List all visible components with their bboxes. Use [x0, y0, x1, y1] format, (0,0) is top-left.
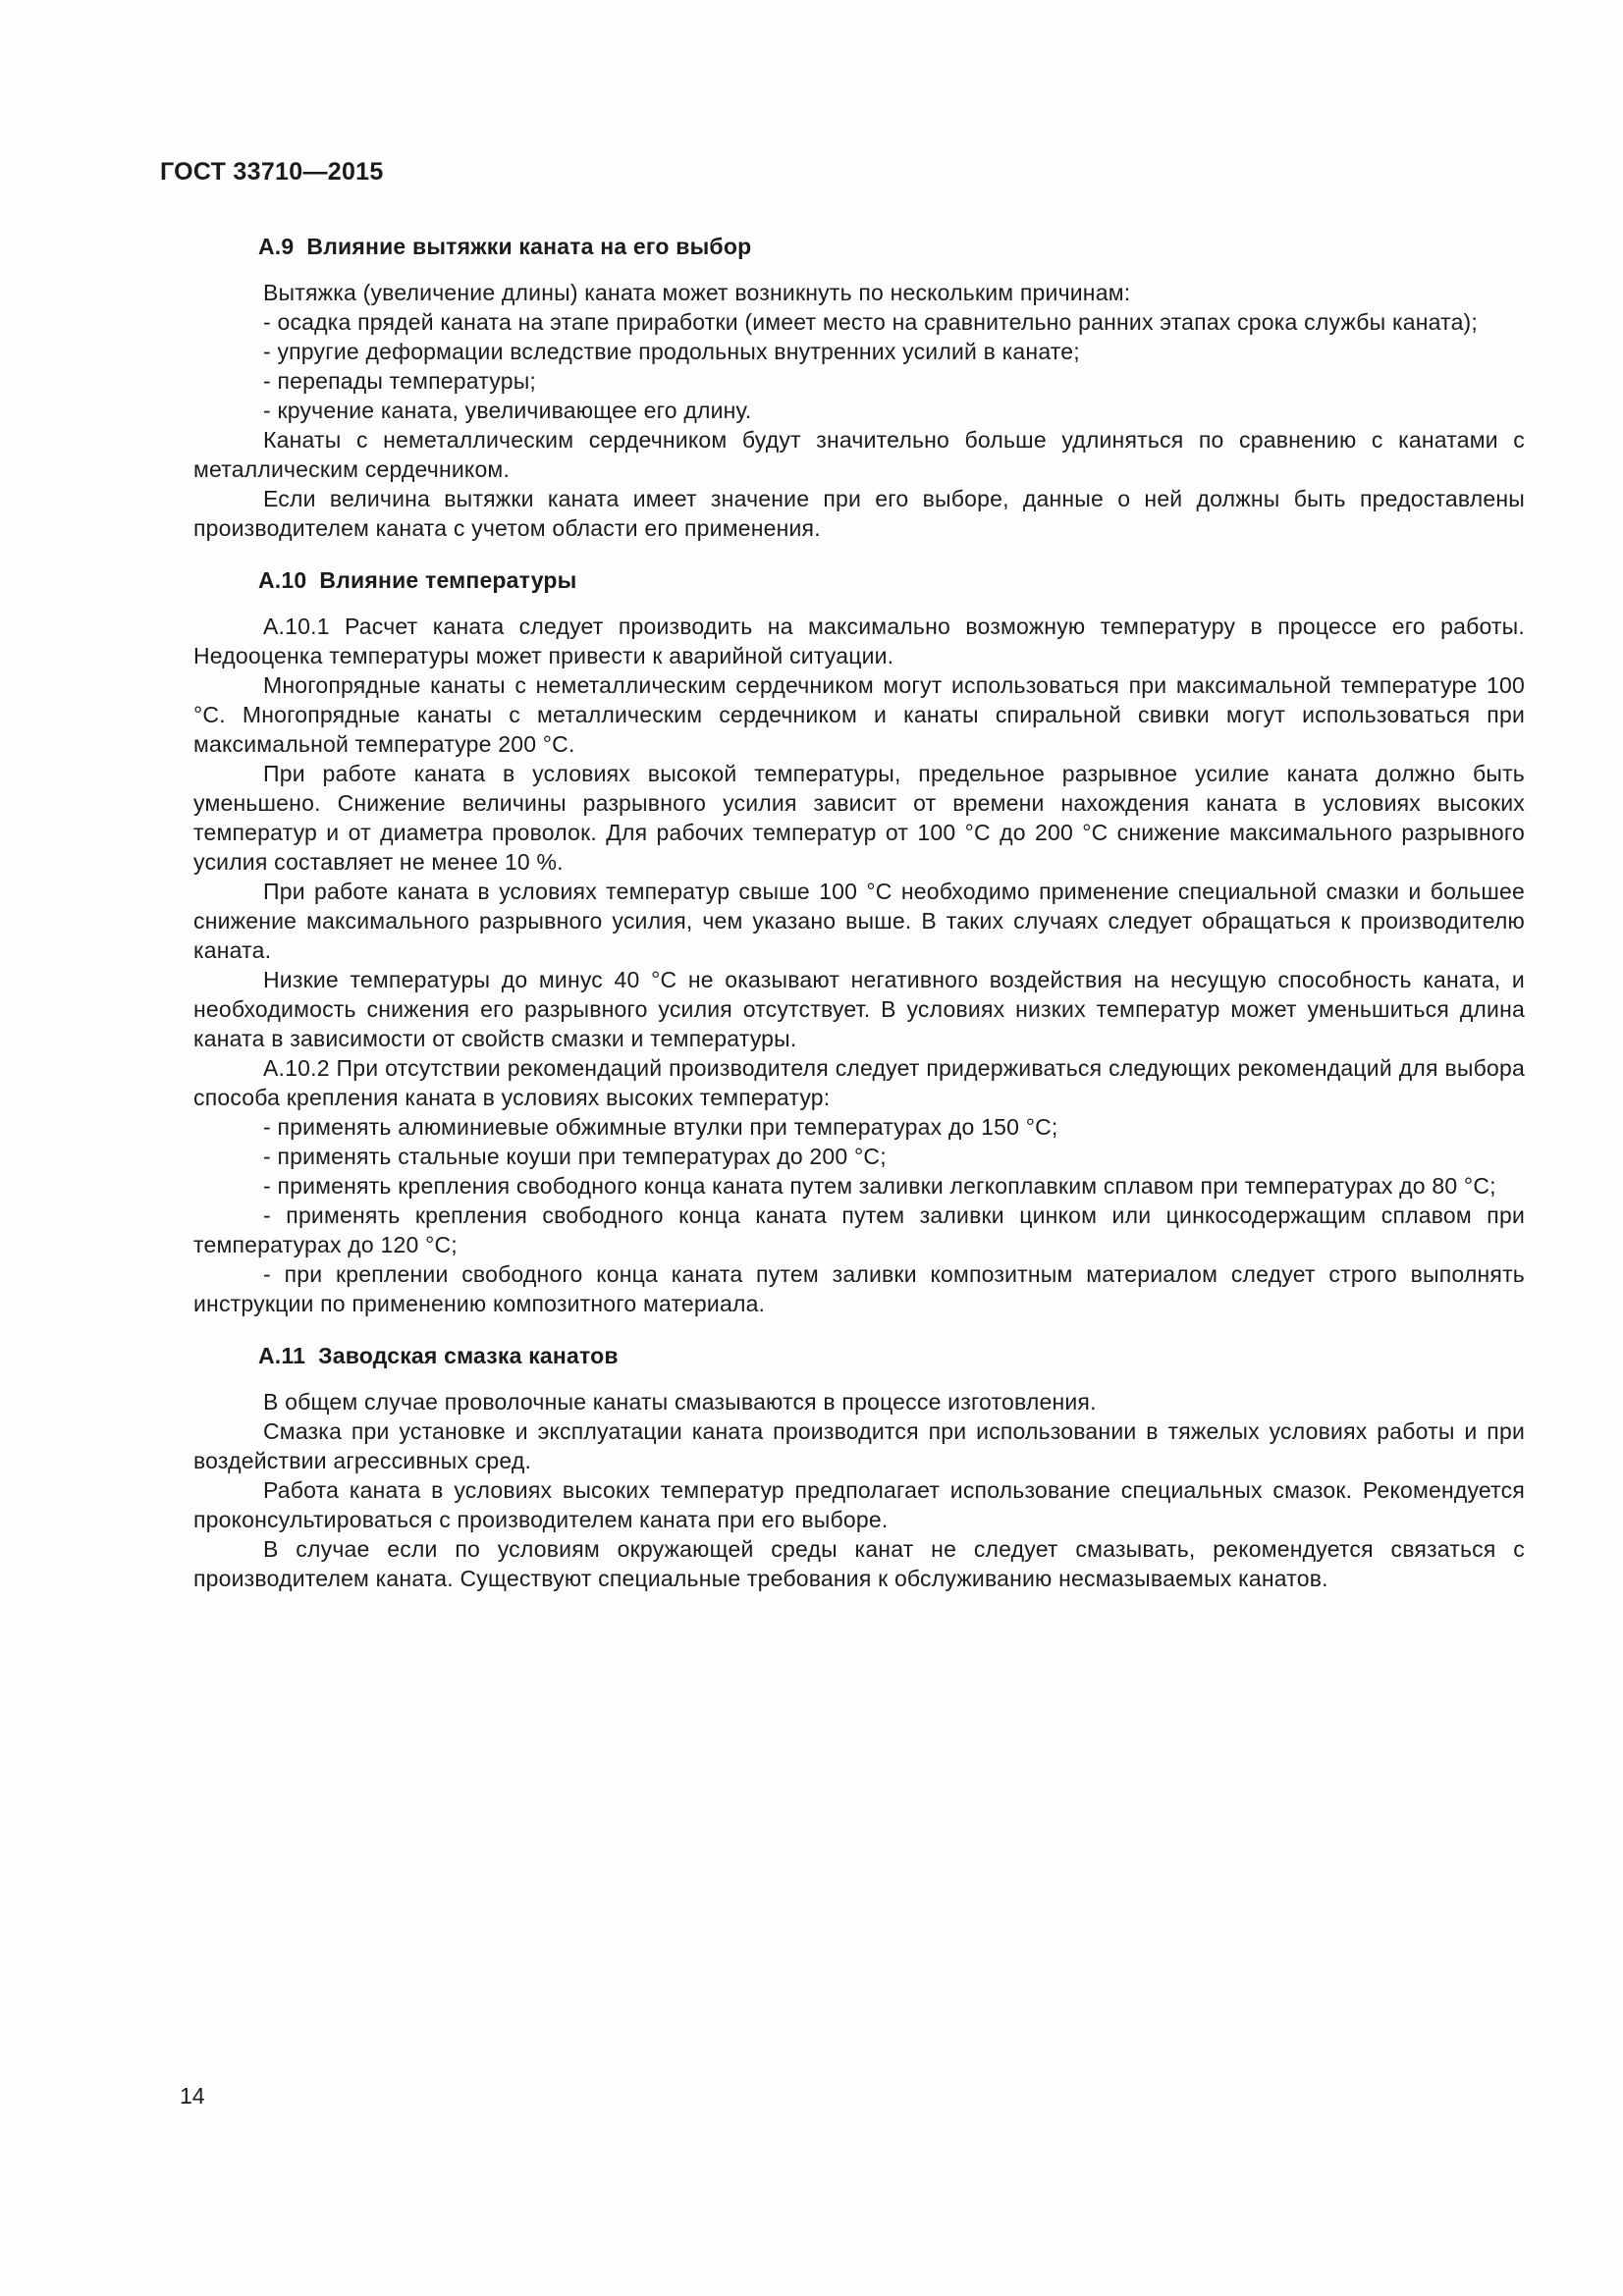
- section-heading-a10: [193, 565, 1525, 595]
- document-header: ГОСТ 33710—2015: [160, 158, 384, 186]
- paragraph: - применять крепления свободного конца каната путем заливки цинком или цинкосодержащим сплавом при температурах до 120 °С;: [193, 1202, 1525, 1257]
- paragraph: Смазка при установке и эксплуатации каната производится при использовании в тяжелых условиях работы и при воздействии агрессивных сред.: [193, 1418, 1525, 1473]
- page-number: 14: [180, 2083, 205, 2109]
- document-body: [193, 232, 1525, 1593]
- paragraph: Низкие температуры до минус 40 °С не оказывают негативного воздействия на несущую способность каната, и необходимость снижения его разрывного усилия отсутствует. В условиях низких температур может уменьшиться длина каната в зависимости от свойств смазки и температуры.: [193, 967, 1525, 1051]
- paragraph: - при креплении свободного конца каната путем заливки композитным материалом следует строго выполнять инструкции по применению композитного материала.: [193, 1261, 1525, 1316]
- paragraph: - применять крепления свободного конца каната путем заливки легкоплавким сплавом при температурах до 80 °С;: [263, 1173, 1496, 1199]
- paragraph: Если величина вытяжки каната имеет значение при его выборе, данные о ней должны быть предоставлены производителем каната с учетом области его применения.: [193, 486, 1525, 541]
- section-number: А.9: [258, 234, 295, 259]
- section-heading-a11: [193, 1341, 1525, 1370]
- paragraph: - кручение каната, увеличивающее его длину.: [263, 398, 752, 423]
- paragraph: При работе каната в условиях высокой температуры, предельное разрывное усилие каната должно быть уменьшено. Снижение величины разрывного усилия зависит от времени нахождения каната в условиях высоких температур и от диаметра проволок. Для рабочих температур от 100 °С до 200 °С снижение максимального разрывного усилия составляет не менее 10 %.: [193, 761, 1525, 875]
- paragraph: А.10.1 Расчет каната следует производить на максимально возможную температуру в процессе его работы. Недооценка температуры может привести к аварийной ситуации.: [193, 614, 1525, 668]
- section-title: Влияние температуры: [319, 567, 577, 593]
- paragraph: Вытяжка (увеличение длины) каната может возникнуть по нескольким причинам:: [263, 280, 1131, 305]
- paragraph: - осадка прядей каната на этапе приработки (имеет место на сравнительно ранних этапах срока службы каната);: [263, 309, 1479, 335]
- paragraph: - применять стальные коуши при температурах до 200 °С;: [263, 1144, 887, 1169]
- paragraph: - применять алюминиевые обжимные втулки при температурах до 150 °С;: [263, 1114, 1058, 1140]
- paragraph: Канаты с неметаллическим сердечником будут значительно больше удлиняться по сравнению с канатами с металлическим сердечником.: [193, 427, 1525, 482]
- paragraph: В общем случае проволочные канаты смазываются в процессе изготовления.: [263, 1389, 1097, 1415]
- paragraph: Многопрядные канаты с неметаллическим сердечником могут использоваться при максимальной температуре 100 °С. Многопрядные канаты с металлическим сердечником и канаты спиральной свивки могут использоваться при максимальной температуре 200 °С.: [193, 672, 1525, 757]
- paragraph: При работе каната в условиях температур свыше 100 °С необходимо применение специальной смазки и большее снижение максимального разрывного усилия, чем указано выше. В таких случаях следует обращаться к производителю каната.: [193, 879, 1525, 963]
- section-number: А.10: [258, 567, 307, 593]
- section-heading-a9: [193, 232, 1525, 261]
- section-title: Заводская смазка канатов: [318, 1343, 619, 1368]
- paragraph: А.10.2 При отсутствии рекомендаций производителя следует придерживаться следующих рекомендаций для выбора способа крепления каната в условиях высоких температур:: [193, 1055, 1525, 1110]
- paragraph: Работа каната в условиях высоких температур предполагает использование специальных смазок. Рекомендуется проконсультироваться с производителем каната при его выборе.: [193, 1477, 1525, 1532]
- paragraph: - упругие деформации вследствие продольных внутренних усилий в канате;: [263, 339, 1080, 364]
- section-title: Влияние вытяжки каната на его выбор: [306, 234, 752, 259]
- paragraph: - перепады температуры;: [263, 368, 537, 394]
- section-number: А.11: [258, 1343, 306, 1368]
- paragraph: В случае если по условиям окружающей среды канат не следует смазывать, рекомендуется связаться с производителем каната. Существуют специальные требования к обслуживанию несмазываемых канатов.: [193, 1536, 1525, 1591]
